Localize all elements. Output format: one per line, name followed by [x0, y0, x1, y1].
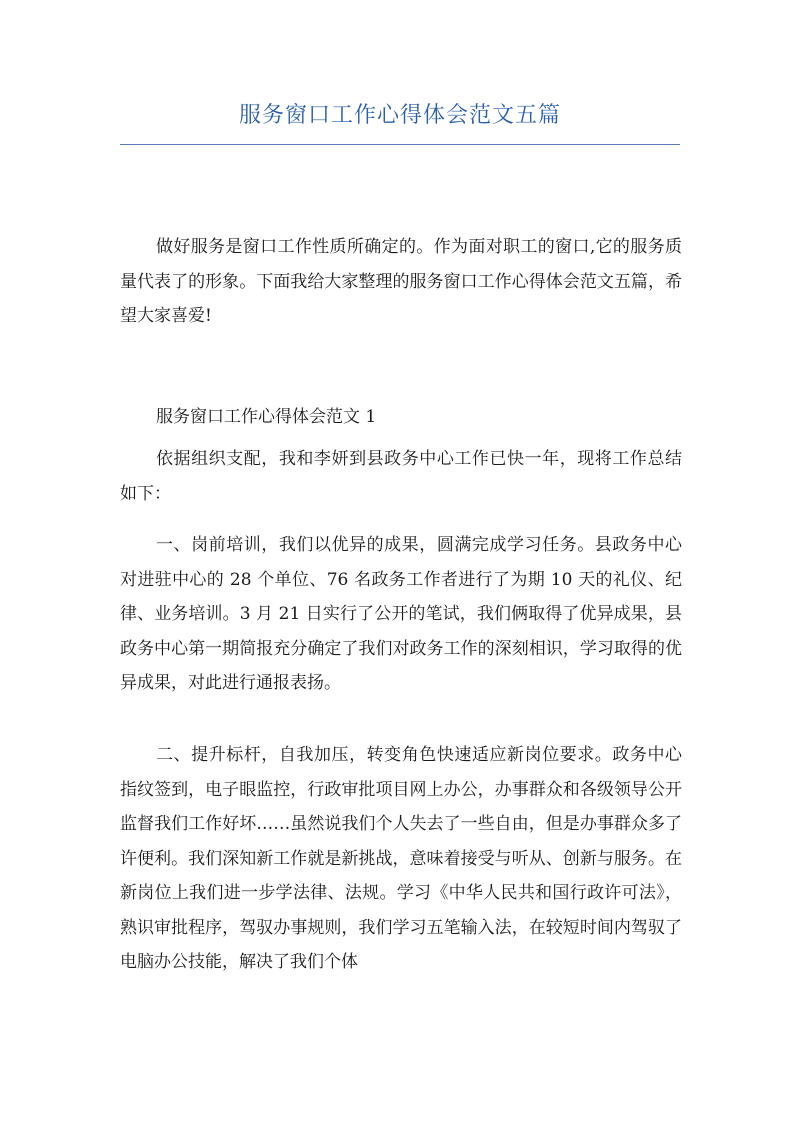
body-paragraph-2: 一、岗前培训，我们以优异的成果，圆满完成学习任务。县政务中心对进驻中心的 28 个单位、76 名政务工作者进行了为期 10 天的礼仪、纪律、业务培训。3 月 21 日实行了公开的笔试，我们俩取得了优异成果，县政务中心第一期简报充分确定了我们对政务工作的深刻相识，学习取得的优异成果，对此进行通报表扬。	[120, 535, 682, 693]
document-title: 服务窗口工作心得体会范文五篇	[238, 103, 561, 128]
title-underline	[120, 144, 680, 145]
body-paragraph-1: 依据组织支配，我和李妍到县政务中心工作已快一年，现将工作总结如下：	[120, 449, 682, 504]
section-heading: 服务窗口工作心得体会范文 1	[156, 407, 377, 427]
body-paragraph-3: 二、提升标杆，自我加压，转变角色快速适应新岗位要求。政务中心指纹签到，电子眼监控，行政审批项目网上办公，办事群众和各级领导公开监督我们工作好坏……虽然说我们个人失去了一些自由，但是办事群众多了许便利。我们深知新工作就是新挑战，意味着接受与听从、创新与服务。在新岗位上我们进一步学法律、法规。学习《中华人民共和国行政许可法》，熟识审批程序，驾驭办事规则，我们学习五笔输入法，在较短时间内驾驭了电脑办公技能，解决了我们个体	[120, 745, 682, 972]
intro-paragraph: 做好服务是窗口工作性质所确定的。作为面对职工的窗口,它的服务质量代表了的形象。下面我给大家整理的服务窗口工作心得体会范文五篇，希望大家喜爱!	[120, 237, 682, 326]
